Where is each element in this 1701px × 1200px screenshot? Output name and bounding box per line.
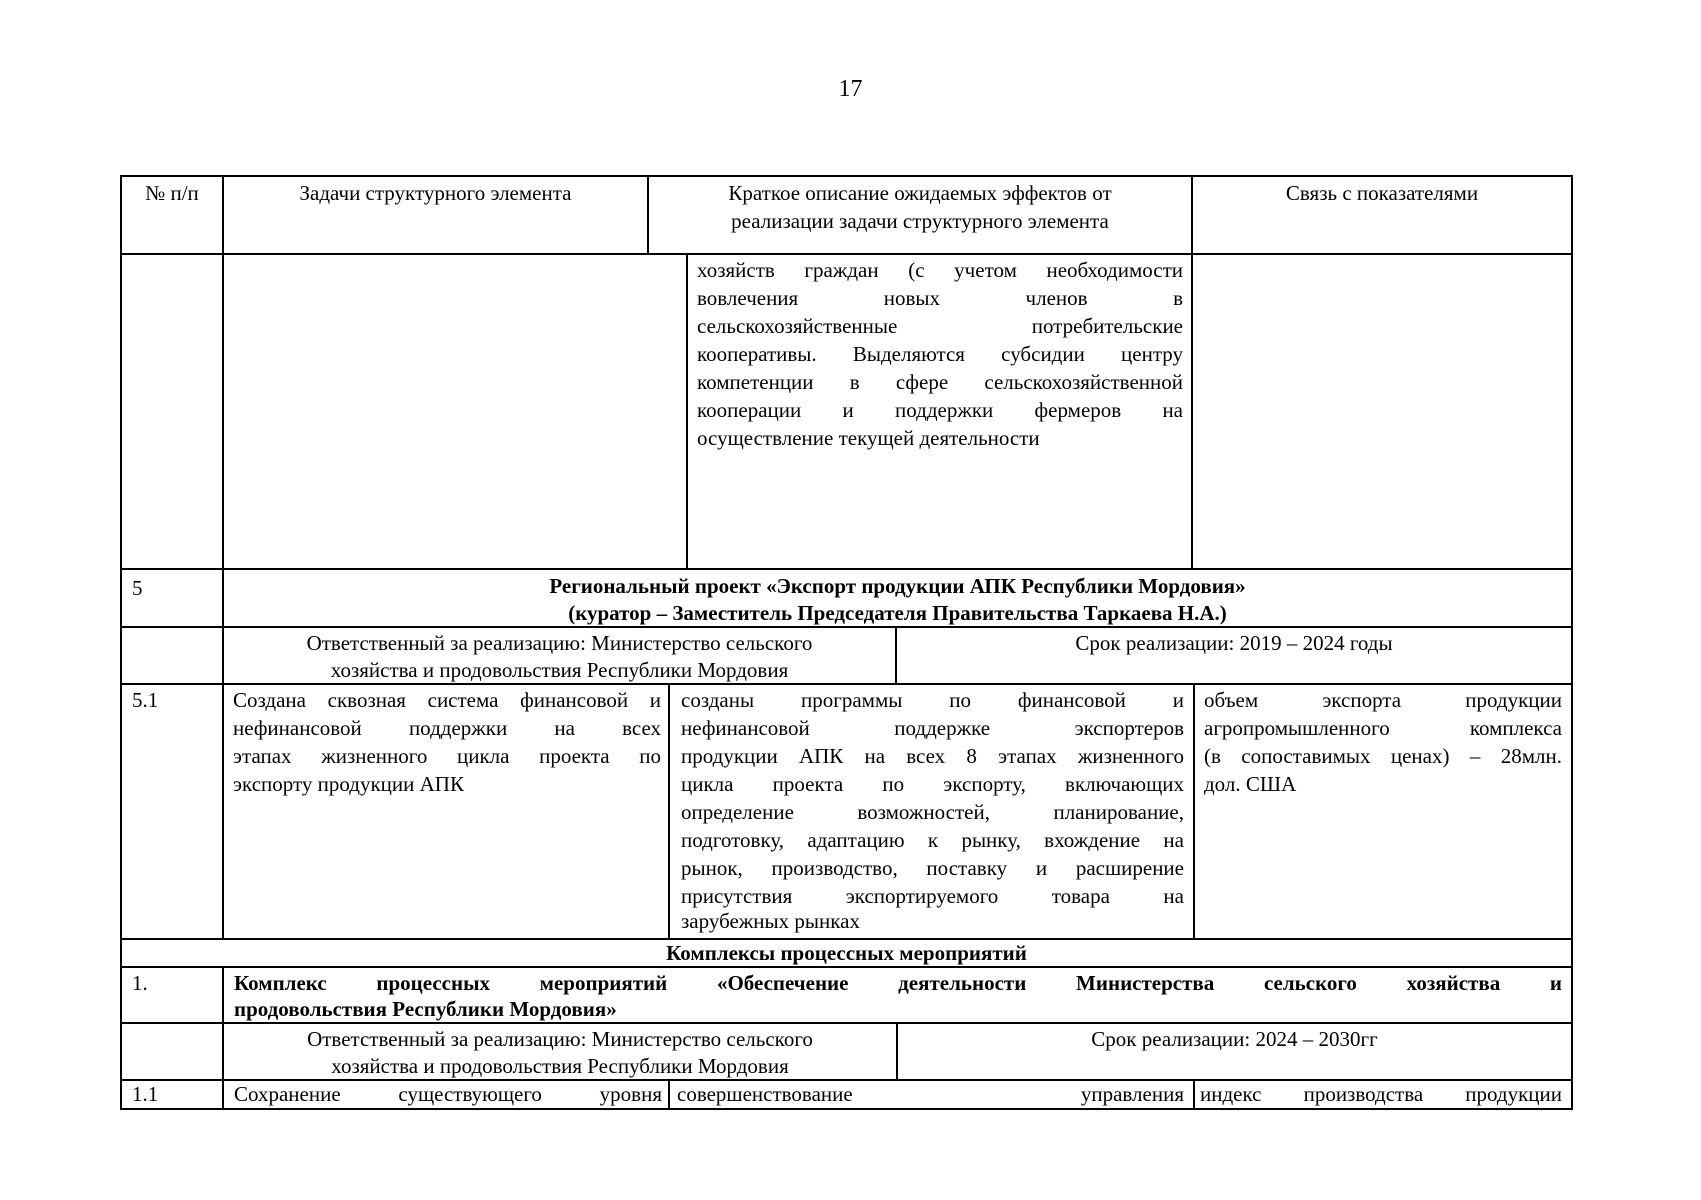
responsible-line: Ответственный за реализацию: Министерство сельского [306,631,813,655]
responsible-line: хозяйства и продовольствия Республики Мордовия [330,658,789,682]
project5-title [224,572,1571,627]
text-line: нефинансовой поддержке экспортеров [681,716,1184,740]
continuation-effects [697,256,1183,452]
project5-responsible [224,629,895,684]
text-line: зарубежных рынках [681,909,860,933]
page-number: 17 [838,76,863,102]
text-line: кооперативы. Выделяются субсидии центру [697,342,1183,366]
project5-curator: (куратор – Заместитель Председателя Правительства Таркаева Н.А.) [568,601,1227,625]
table-border-top [120,175,1573,177]
text-line: вовлечения новых членов в [697,286,1183,310]
header-number: № п/п [145,181,199,205]
text-line: подготовку, адаптацию к рынку, вхождение на [681,828,1184,852]
text-line: продукции АПК на всех 8 этапах жизненного [681,744,1184,768]
row11-effect: совершенствование управления [677,1082,1184,1106]
text-line: рынок, производство, поставку и расширение [681,856,1184,880]
text-line: сельскохозяйственные потребительские [697,314,1183,338]
text-line: Комплекс процессных мероприятий «Обеспечение деятельности Министерства сельского хозяйства и [234,971,1562,995]
row51-number: 5.1 [132,688,159,712]
complexes-title: Комплексы процессных мероприятий [666,941,1027,965]
text-line: хозяйств граждан (с учетом необходимости [697,258,1183,282]
text-line: агропромышленного комплекса [1204,716,1562,740]
header-tasks: Задачи структурного элемента [299,181,572,205]
column-border [686,253,688,570]
header-indicators: Связь с показателями [1285,181,1479,205]
text-line: компетенции в сфере сельскохозяйственной [697,370,1183,394]
row51-task [233,686,661,798]
column-border [668,1079,670,1110]
column-border [668,683,670,940]
row51-effect [681,686,1184,935]
column-border [1193,1079,1195,1110]
column-border [222,175,224,938]
text-line: цикла проекта по экспорту, включающих [681,772,1184,796]
text-line: кооперации и поддержки фермеров на [697,398,1183,422]
complex1-responsible [224,1025,896,1080]
row51-indicator [1204,686,1562,798]
table-border-left [120,175,122,1110]
complex1-number: 1. [132,971,148,995]
text-line: созданы программы по финансовой и [681,688,1184,712]
row11-number: 1.1 [132,1082,159,1106]
column-border [1193,683,1195,940]
text-line: Создана сквозная система финансовой и [233,688,661,712]
responsible-line: хозяйства и продовольствия Республики Мордовия [331,1054,789,1078]
responsible-line: Ответственный за реализацию: Министерство сельского [307,1027,813,1051]
header-effects-line: Краткое описание ожидаемых эффектов от [728,181,1112,205]
text-line: нефинансовой поддержки на всех [233,716,661,740]
text-line: осуществление текущей деятельности [697,426,1040,450]
text-line: (в сопоставимых ценах) – 28млн. [1204,744,1562,768]
text-line: продовольствия Республики Мордовия» [234,997,617,1021]
project5-number: 5 [132,576,143,600]
text-line: присутствия экспортируемого товара на [681,884,1184,908]
header-effects-line: реализации задачи структурного элемента [731,209,1109,233]
table-border-right [1571,175,1573,1110]
complex1-term: Срок реализации: 2024 – 2030гг [1091,1027,1378,1051]
text-line: дол. США [1204,772,1297,796]
row-border [120,568,1573,570]
text-line: определение возможностей, планирование, [681,800,1184,824]
text-line: объем экспорта продукции [1204,688,1562,712]
header-effects [649,179,1191,235]
column-border [1191,175,1193,570]
table-border-bottom [120,1108,1573,1110]
text-line: экспорту продукции АПК [233,772,464,796]
project5-title-line: Региональный проект «Экспорт продукции АПК Республики Мордовия» [549,574,1246,598]
header-bottom-border [120,253,1573,255]
project5-term: Срок реализации: 2019 – 2024 годы [1075,631,1393,655]
row11-indicator: индекс производства продукции [1200,1082,1562,1106]
text-line: этапах жизненного цикла проекта по [233,744,661,768]
complex1-title [234,969,1562,1023]
row11-task: Сохранение существующего уровня [234,1082,662,1106]
